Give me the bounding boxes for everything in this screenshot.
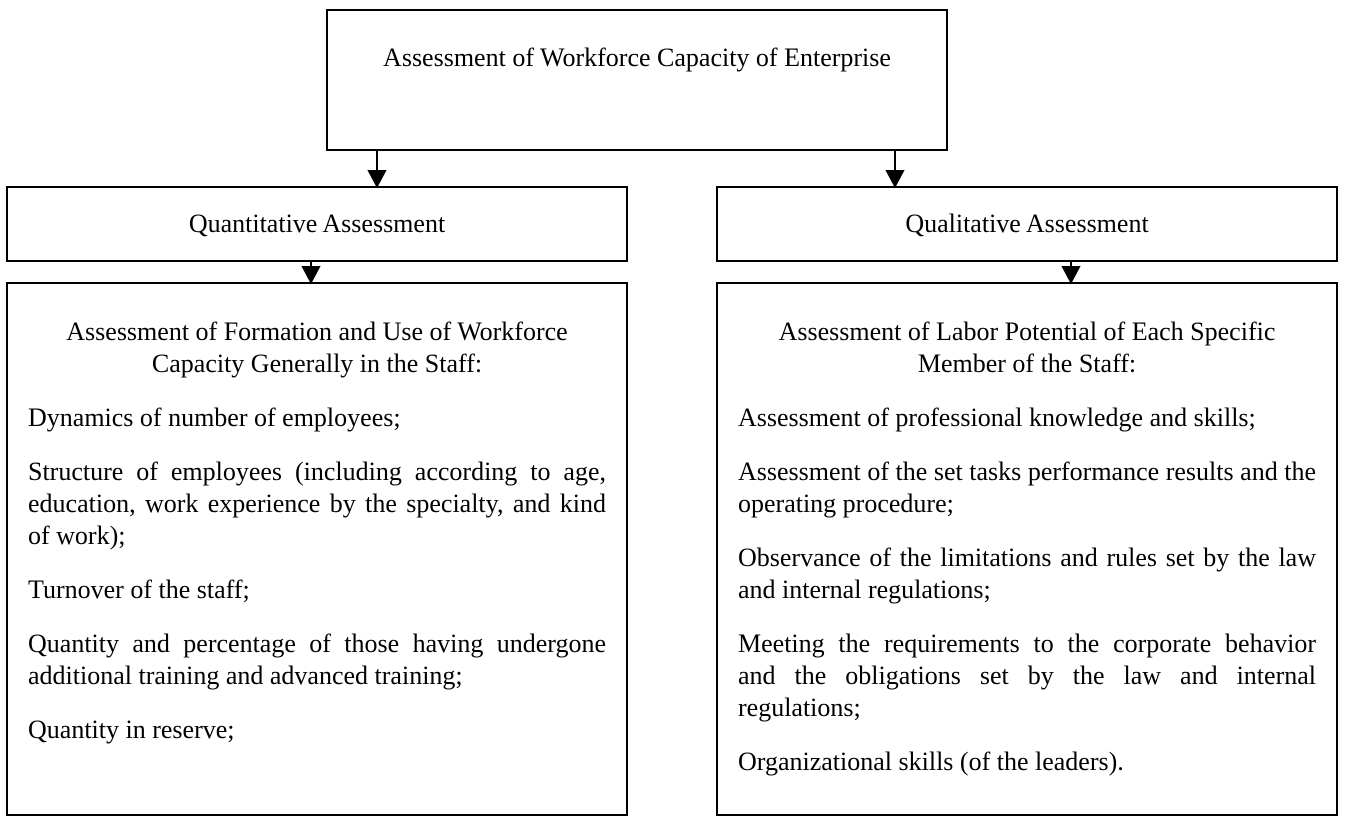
arrowhead-root-to-quantitative (369, 171, 385, 186)
qualitative-details-heading: Assessment of Labor Potential of Each Specific Member of the Staff: (778, 317, 1276, 378)
qualitative-assessment-label: Qualitative Assessment (905, 209, 1149, 238)
arrowhead-root-to-qualitative (887, 171, 903, 186)
qualitative-assessment-node (716, 186, 1338, 262)
qualitative-details-box (716, 282, 1338, 816)
quantitative-assessment-label: Quantitative Assessment (188, 209, 446, 238)
quantitative-item: Quantity in reserve; (28, 715, 235, 744)
qualitative-item: Assessment of professional knowledge and skills; (738, 403, 1256, 432)
qualitative-item: Assessment of the set tasks performance results and the operating procedure; (738, 457, 1316, 518)
quantitative-item: Turnover of the staff; (28, 575, 250, 604)
arrowhead-qualitative-to-details (1063, 267, 1079, 282)
quantitative-item: Structure of employees (including according to age, education, work experience by the specialty, and kind of work); (28, 457, 606, 550)
quantitative-details-box (6, 282, 628, 816)
root-title: Assessment of Workforce Capacity of Enterprise (383, 43, 891, 72)
quantitative-item: Dynamics of number of employees; (28, 403, 401, 432)
root-node (326, 9, 948, 151)
qualitative-item: Observance of the limitations and rules set by the law and internal regulations; (738, 543, 1316, 604)
quantitative-assessment-node (6, 186, 628, 262)
arrowhead-quantitative-to-details (303, 267, 319, 282)
qualitative-item: Organizational skills (of the leaders). (738, 747, 1124, 776)
quantitative-details-heading: Assessment of Formation and Use of Workforce Capacity Generally in the Staff: (66, 317, 568, 378)
quantitative-item: Quantity and percentage of those having undergone additional training and advanced training; (28, 629, 606, 690)
qualitative-item: Meeting the requirements to the corporate behavior and the obligations set by the law and internal regulations; (738, 629, 1316, 722)
